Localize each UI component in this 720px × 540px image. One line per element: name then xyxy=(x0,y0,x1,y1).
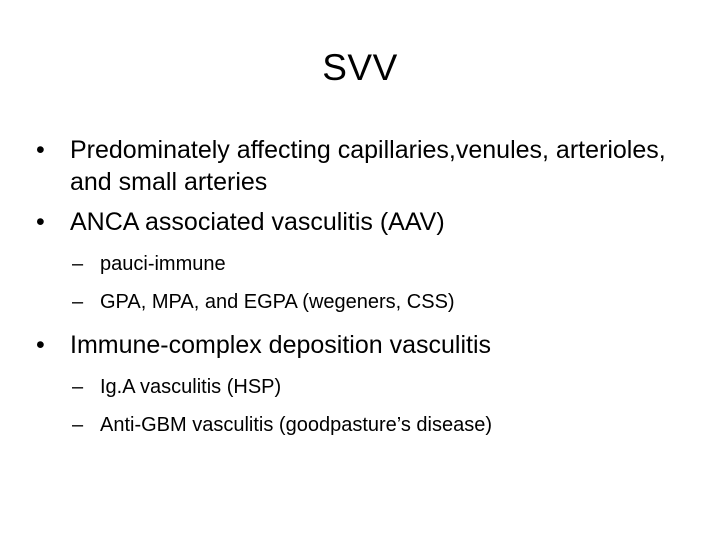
bullet-text: Immune-complex deposition vasculitis xyxy=(70,331,492,359)
bullet-item xyxy=(36,206,686,238)
sub-bullet-text: Ig.A vasculitis (HSP) xyxy=(100,376,282,398)
bullet-list xyxy=(36,134,686,438)
sub-bullet-item xyxy=(36,413,686,438)
dash-marker: – xyxy=(72,253,84,275)
sub-bullet-item xyxy=(36,375,686,400)
bullet-item xyxy=(36,134,686,198)
bullet-marker: • xyxy=(36,136,45,164)
dash-marker: – xyxy=(72,414,84,436)
bullet-marker: • xyxy=(36,208,45,236)
bullet-text: ANCA associated vasculitis (AAV) xyxy=(70,208,445,236)
sub-bullet-text: pauci-immune xyxy=(100,253,226,275)
sub-bullet-text: Anti-GBM vasculitis (goodpasture’s disease) xyxy=(100,414,493,436)
sub-bullet-item xyxy=(36,290,686,315)
sub-bullet-text: GPA, MPA, and EGPA (wegeners, CSS) xyxy=(100,291,455,313)
bullet-marker: • xyxy=(36,331,45,359)
dash-marker: – xyxy=(72,291,84,313)
dash-marker: – xyxy=(72,376,84,398)
bullet-item xyxy=(36,329,686,361)
sub-bullet-item xyxy=(36,252,686,277)
slide-title: SVV xyxy=(322,47,398,88)
bullet-text: Predominately affecting capillaries,venules, arterioles, and small arteries xyxy=(70,136,666,196)
